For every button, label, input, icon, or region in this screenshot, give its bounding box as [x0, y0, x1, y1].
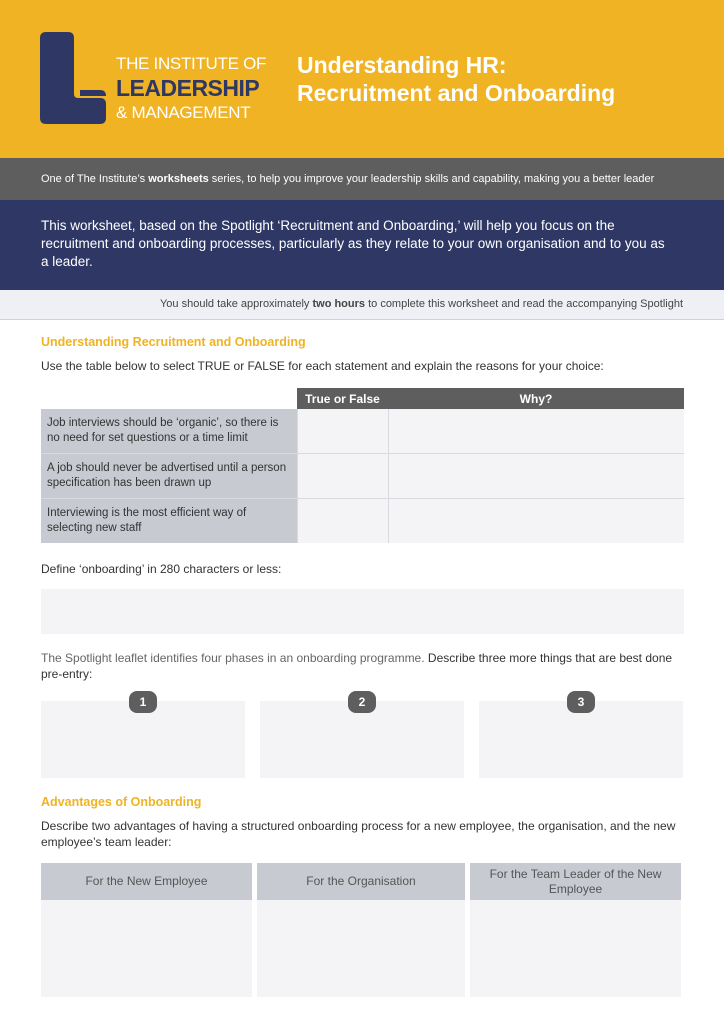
- series-band: [0, 158, 724, 200]
- title-line-2: Recruitment and Onboarding: [297, 80, 616, 106]
- define-onboarding-answer-box[interactable]: [41, 589, 684, 634]
- series-text: [0, 158, 724, 200]
- phases-prompt-intro: The Spotlight leaflet identifies four phases in an onboarding programme.: [41, 651, 428, 665]
- ilm-logo-icon: [40, 32, 106, 124]
- section-heading-advantages: Advantages of Onboarding: [41, 795, 202, 809]
- column-header-new-employee: For the New Employee: [41, 863, 252, 900]
- time-note-bold: two hours: [312, 298, 366, 310]
- time-note-band: [0, 290, 724, 320]
- column-header-organisation: For the Organisation: [257, 863, 465, 900]
- define-onboarding-prompt: Define ‘onboarding’ in 280 characters or less:: [41, 562, 282, 576]
- number-badge-1: 1: [129, 691, 157, 713]
- new-employee-answer-box[interactable]: [41, 900, 252, 997]
- team-leader-answer-box[interactable]: [470, 900, 681, 997]
- organisation-answer-box[interactable]: [257, 900, 465, 997]
- table-header-true-false: True or False: [297, 388, 388, 409]
- page-title: [297, 51, 615, 107]
- series-text-start: One of The Institute’s: [41, 173, 149, 185]
- section-heading-recruitment: Understanding Recruitment and Onboarding: [41, 335, 306, 349]
- true-false-instruction: Use the table below to select TRUE or FALSE for each statement and explain the reasons for your choice:: [41, 359, 604, 373]
- true-false-answer-cell[interactable]: [297, 499, 388, 544]
- time-note-end: to complete this worksheet and read the accompanying Spotlight: [365, 298, 683, 310]
- statement-cell: A job should never be advertised until a person specification has been drawn up: [41, 454, 297, 499]
- table-row: [41, 409, 684, 454]
- time-note: [160, 298, 683, 310]
- table-header-blank: [41, 388, 297, 409]
- header-banner: [0, 0, 724, 158]
- phases-prompt: [41, 650, 685, 682]
- table-header-row: [41, 388, 684, 409]
- logo-line-1: THE INSTITUTE OF: [116, 54, 267, 73]
- advantages-instruction: Describe two advantages of having a structured onboarding process for a new employee, the organisation, and the new employee’s team leader:: [41, 819, 676, 849]
- intro-band: [0, 200, 724, 290]
- series-text-end: series, to help you improve your leadership skills and capability, making you a better leader: [208, 173, 655, 185]
- logo-line-2: LEADERSHIP: [116, 75, 260, 101]
- logo-line-3: & MANAGEMENT: [116, 103, 251, 122]
- number-badge-2: 2: [348, 691, 376, 713]
- why-answer-cell[interactable]: [388, 454, 684, 499]
- title-line-1: Understanding HR:: [297, 52, 507, 78]
- table-row: [41, 499, 684, 544]
- why-answer-cell[interactable]: [388, 409, 684, 454]
- phases-prompt-question: Describe three more things that are best done pre-entry:: [41, 651, 673, 681]
- series-text-bold: worksheets: [148, 173, 209, 185]
- statement-cell: Interviewing is the most efficient way of selecting new staff: [41, 499, 297, 544]
- statement-cell: Job interviews should be ‘organic’, so there is no need for set questions or a time limit: [41, 409, 297, 454]
- column-header-team-leader: For the Team Leader of the New Employee: [470, 863, 681, 900]
- logo-wordmark: [116, 55, 266, 121]
- table-header-why: Why?: [388, 388, 684, 409]
- why-answer-cell[interactable]: [388, 499, 684, 544]
- true-false-table: [41, 388, 684, 543]
- true-false-answer-cell[interactable]: [297, 409, 388, 454]
- intro-text: This worksheet, based on the Spotlight ‘Recruitment and Onboarding,’ will help you focus on the recruitment and onboarding processes, particularly as they relate to your own organisation and to you as a leader.: [41, 218, 665, 269]
- time-note-start: You should take approximately: [159, 298, 313, 310]
- true-false-answer-cell[interactable]: [297, 454, 388, 499]
- table-row: [41, 454, 684, 499]
- number-badge-3: 3: [567, 691, 595, 713]
